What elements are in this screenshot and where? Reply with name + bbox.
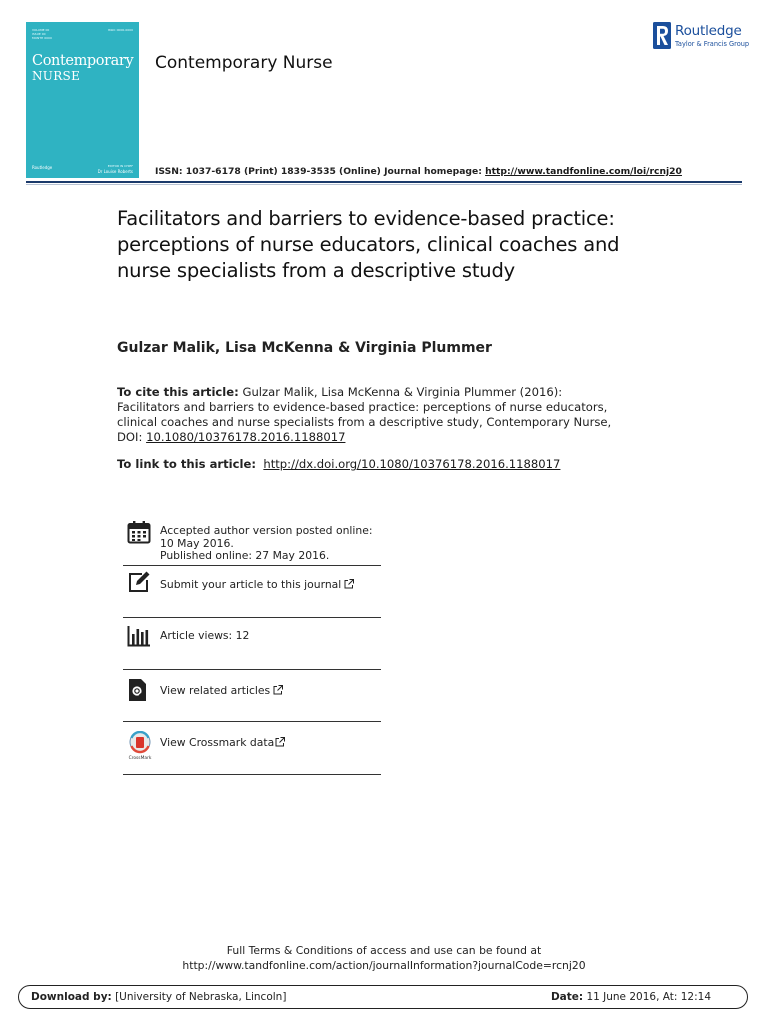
article-doi-link[interactable]: http://dx.doi.org/10.1080/10376178.2016.1188017 xyxy=(263,457,561,471)
link-label: To link to this article: xyxy=(117,457,256,471)
external-link-icon xyxy=(275,737,285,747)
external-link-icon xyxy=(344,579,354,589)
row-divider xyxy=(123,774,381,775)
published-date: Published online: 27 May 2016. xyxy=(160,549,330,562)
header-divider xyxy=(26,181,742,183)
journal-homepage-link[interactable]: http://www.tandfonline.com/loi/rcnj20 xyxy=(485,166,682,177)
cover-month-line: MONTH 0000 xyxy=(32,36,52,40)
download-by-value: [University of Nebraska, Lincoln] xyxy=(111,991,287,1003)
related-articles-label: View related articles xyxy=(160,684,271,697)
issn-line xyxy=(155,166,682,177)
cite-label: To cite this article: xyxy=(117,385,239,399)
related-articles-link[interactable] xyxy=(160,685,382,698)
cover-title-line2: NURSE xyxy=(32,69,81,83)
publication-dates xyxy=(160,525,382,563)
edit-pencil-icon xyxy=(127,570,151,594)
article-authors: Gulzar Malik, Lisa McKenna & Virginia Plummer xyxy=(117,340,492,356)
submit-article-row[interactable] xyxy=(123,566,381,618)
accepted-date: Accepted author version posted online: 10 May 2016. xyxy=(160,524,373,550)
article-views-row xyxy=(123,618,381,670)
related-articles-row[interactable] xyxy=(123,670,381,722)
cover-issn: ISSN: 0000-0000 xyxy=(107,28,133,32)
cover-editor-name: Dr Louise Roberts xyxy=(97,169,133,174)
cover-editor-label: EDITOR IN CHIEF xyxy=(107,164,133,168)
article-title: Facilitators and barriers to evidence-based practice: perceptions of nurse educators, clinical coaches and nurse specialists from a descriptive study xyxy=(117,207,620,282)
cite-text: Gulzar Malik, Lisa McKenna & Virginia Plummer (2016): Facilitators and barriers to evidence-based practice: perceptions of nurse educators, clinical coaches and nurse specialists from a descriptive study, Contemporary Nurse, DOI: xyxy=(117,385,612,444)
terms-text: Full Terms & Conditions of access and use can be found at xyxy=(226,944,542,957)
crossmark-icon xyxy=(126,731,154,761)
header-divider-thin xyxy=(26,184,742,185)
journal-title: Contemporary Nurse xyxy=(155,53,333,73)
journal-cover-image xyxy=(26,22,139,178)
article-views: Article views: 12 xyxy=(160,629,250,642)
terms-footer xyxy=(0,943,768,973)
routledge-r-icon xyxy=(653,22,671,49)
issn-text: ISSN: 1037-6178 (Print) 1839-3535 (Online) Journal homepage: xyxy=(155,166,486,177)
crossmark-row[interactable] xyxy=(123,722,381,775)
document-search-icon xyxy=(127,678,151,702)
cover-issue-line: ISSUE 00 xyxy=(32,32,46,36)
external-link-icon xyxy=(273,685,283,695)
publication-dates-row xyxy=(123,518,381,566)
cover-volume-info xyxy=(32,28,52,40)
submit-article-link[interactable] xyxy=(160,579,382,592)
submit-article-label: Submit your article to this journal xyxy=(160,578,342,591)
article-link-block xyxy=(117,457,560,471)
citation-block xyxy=(117,385,612,445)
download-by xyxy=(31,991,286,1003)
download-date-label: Date: xyxy=(550,991,584,1003)
terms-url[interactable]: http://www.tandfonline.com/action/journalInformation?journalCode=rcnj20 xyxy=(182,959,586,972)
calendar-icon xyxy=(127,520,151,544)
download-date-value: 11 June 2016, At: 12:14 xyxy=(583,991,711,1003)
cover-publisher-mark: Routledge xyxy=(32,165,53,170)
cover-title-line1: Contemporary xyxy=(32,53,134,69)
cite-doi-link[interactable]: 10.1080/10376178.2016.1188017 xyxy=(146,430,346,444)
crossmark-link[interactable] xyxy=(160,737,382,750)
cover-volume-line: VOLUME 00 xyxy=(32,28,50,32)
download-info-bar xyxy=(18,985,748,1009)
publisher-group: Taylor & Francis Group xyxy=(675,40,750,48)
download-by-label: Download by: xyxy=(31,991,112,1003)
crossmark-label: View Crossmark data xyxy=(160,736,275,749)
publisher-logo[interactable] xyxy=(653,22,748,50)
bar-chart-icon xyxy=(127,624,151,648)
publisher-name: Routledge xyxy=(675,23,742,39)
download-date xyxy=(551,991,711,1003)
crossmark-logo-text: CrossMark xyxy=(128,756,152,761)
